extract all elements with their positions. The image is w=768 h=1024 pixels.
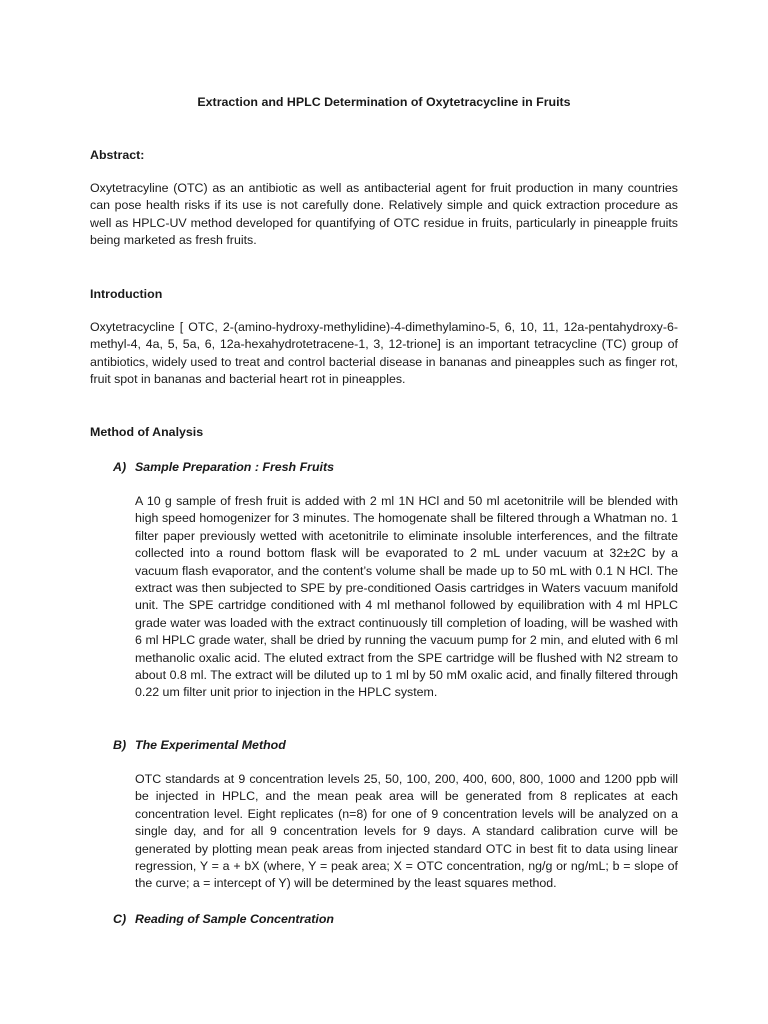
section-b-title: The Experimental Method (135, 738, 286, 752)
section-a-paragraph: A 10 g sample of fresh fruit is added with 2 ml 1N HCl and 50 ml acetonitrile will be blended with high speed homogenizer for 3 minutes. The homogenate shall be filtered through a Whatman no. 1 filter paper previously wetted with acetonitrile to eliminate insoluble interferences, and the filtrate collected into a round bottom flask will be evaporated to 2 mL under vacuum at 32±2C by a vacuum flash evaporator, and the content’s volume shall be made up to 50 mL with 0.1 N HCl. The extract was then subjected to SPE by pre-conditioned Oasis cartridges in Waters vacuum manifold unit. The SPE cartridge conditioned with 4 ml methanol followed by equilibration with 4 ml HPLC grade water was loaded with the extract continuously till completion of loading, will be washed with 6 ml HPLC grade water, shall be dried by running the vacuum pump for 2 min, and eluted with 6 ml methanolic oxalic acid. The eluted extract from the SPE cartridge will be flushed with N2 stream to about 0.8 ml. The extract will be diluted up to 1 ml by 50 mM oxalic acid, and finally filtered through 0.22 um filter unit prior to injection in the HPLC system. (135, 494, 678, 700)
introduction-paragraph: Oxytetracycline [ OTC, 2-(amino-hydroxy-methylidine)-4-dimethylamino-5, 6, 10, 11, 12a-pentahydroxy-6-methyl-4, 4a, 5, 5a, 6, 12a-hexahydrotetracene-1, 3, 12-trione] is an important tetracycline (TC) group of antibiotics, widely used to treat and control bacterial disease in bananas and pineapples such as finger rot, fruit spot in bananas and bacterial heart rot in pineapples. (90, 320, 678, 387)
section-b-letter: B) (113, 738, 127, 752)
section-c-heading (113, 911, 334, 927)
section-b-paragraph: OTC standards at 9 concentration levels 25, 50, 100, 200, 400, 600, 800, 1000 and 1200 ppb will be injected in HPLC, and the mean peak area will be generated from 8 replicates at each concentration level. Eight replicates (n=8) for one of 9 concentration levels will be analyzed on a single day, and for all 9 concentration levels for 9 days. A standard calibration curve will be generated by plotting mean peak areas from injected standard OTC in best fit to data using linear regression, Y = a + bX (where, Y = peak area; X = OTC concentration, ng/g or ng/mL; b = slope of the curve; a = intercept of Y) will be determined by the least squares method. (135, 772, 678, 891)
abstract-paragraph: Oxytetracyline (OTC) as an antibiotic as well as antibacterial agent for fruit production in many countries can pose health risks if its use is not carefully done. Relatively simple and quick extraction procedure as well as HPLC-UV method developed for quantifying of OTC residue in fruits, particularly in pineapple fruits being marketed as fresh fruits. (90, 181, 678, 248)
section-b-heading (113, 737, 286, 753)
document-title: Extraction and HPLC Determination of Oxytetracycline in Fruits (197, 95, 571, 109)
method-heading: Method of Analysis (90, 425, 204, 439)
section-a-title: Sample Preparation : Fresh Fruits (135, 460, 334, 474)
abstract-heading: Abstract: (90, 148, 145, 162)
introduction-heading: Introduction (90, 287, 163, 301)
section-a-letter: A) (113, 460, 127, 474)
section-c-title: Reading of Sample Concentration (135, 912, 334, 926)
section-c-letter: C) (113, 912, 127, 926)
section-a-heading (113, 459, 334, 475)
